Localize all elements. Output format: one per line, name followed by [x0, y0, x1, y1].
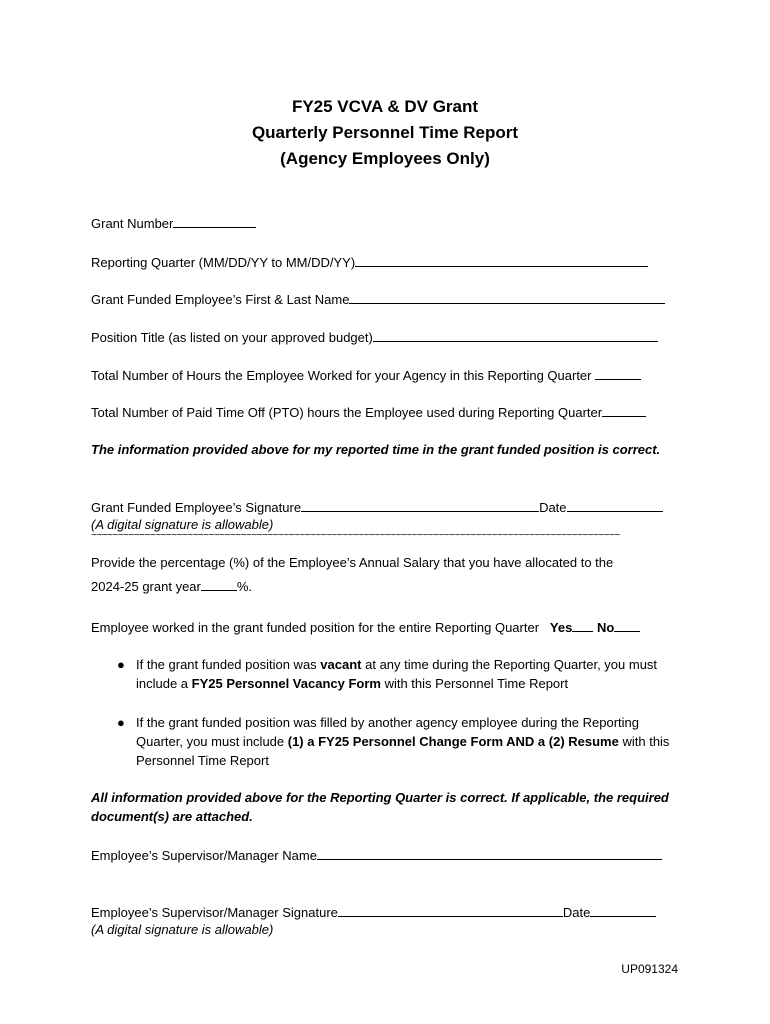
employee-date-label: Date: [539, 500, 567, 515]
reporting-quarter-label: Reporting Quarter (MM/DD/YY to MM/DD/YY): [91, 255, 356, 270]
title-line-1: FY25 VCVA & DV Grant: [291, 97, 479, 116]
employee-signature-row: [91, 499, 663, 516]
bullet-dot-icon: ●: [117, 715, 125, 730]
total-hours-row: [91, 367, 641, 384]
employee-date-field[interactable]: [567, 499, 663, 512]
salary-year-label: 2024-25 grant year: [91, 579, 201, 594]
change-instruction: [136, 713, 681, 770]
change-form-name: (1) a FY25 Personnel Change Form AND a (2) Resume: [287, 734, 619, 749]
employee-signature-field[interactable]: [301, 499, 539, 512]
form-code: UP091324: [621, 962, 678, 976]
title-line-3: (Agency Employees Only): [280, 149, 490, 168]
pto-hours-field[interactable]: [602, 404, 646, 417]
employee-signature-note: (A digital signature is allowable): [91, 517, 274, 532]
vacancy-text-2: at any time during the Reporting Quarter, you must include a: [136, 657, 658, 691]
employee-name-field[interactable]: [349, 291, 665, 304]
supervisor-name-row: [91, 847, 662, 864]
certification-statement-2-line-2: document(s) are attached.: [91, 809, 253, 824]
supervisor-name-field[interactable]: [317, 847, 662, 860]
employee-name-row: [91, 291, 665, 308]
entire-quarter-label: Employee worked in the grant funded position for the entire Reporting Quarter: [91, 620, 540, 635]
salary-percent-field[interactable]: [201, 578, 237, 591]
supervisor-name-label: Employee’s Supervisor/Manager Name: [91, 848, 317, 863]
position-title-field[interactable]: [373, 329, 658, 342]
supervisor-signature-note: (A digital signature is allowable): [91, 922, 274, 937]
section-separator: ~~~~~~~~~~~~~~~~~~~~~~~~~~~~~~~~~~~~~~~~~~~~~~~~~~~~~~~~~~~~~~~~~~~~~~~~~~~~~~~~~~~~~~~~~~~~~~~~~~~: [91, 530, 620, 541]
yes-option-label: Yes: [549, 620, 573, 635]
certification-statement-2-line-1: All information provided above for the Reporting Quarter is correct. If applicable, the required: [91, 790, 669, 805]
bullet-dot-icon: ●: [117, 657, 125, 672]
position-title-label: Position Title (as listed on your approved budget): [91, 330, 373, 345]
vacancy-text-3: with this Personnel Time Report: [380, 676, 569, 691]
document-title: [0, 94, 770, 172]
employee-signature-label: Grant Funded Employee’s Signature: [91, 500, 302, 515]
salary-line-2: [91, 578, 252, 595]
title-line-2: Quarterly Personnel Time Report: [251, 123, 519, 142]
supervisor-signature-row: [91, 904, 656, 921]
grant-number-row: [91, 215, 256, 232]
grant-number-label: Grant Number: [91, 216, 174, 231]
change-text-1: If the grant funded position was filled by another agency employee during the Reporting Quarter, you must include: [136, 715, 639, 749]
vacancy-text-bold-1: vacant: [320, 657, 362, 672]
position-title-row: [91, 329, 658, 346]
supervisor-date-label: Date: [562, 905, 591, 920]
vacancy-instruction: [136, 655, 681, 693]
total-hours-label: Total Number of Hours the Employee Worked for your Agency in this Reporting Quarter: [91, 368, 592, 383]
total-hours-field[interactable]: [595, 367, 641, 380]
vacancy-text-1: If the grant funded position was: [136, 657, 321, 672]
grant-number-field[interactable]: [173, 215, 256, 228]
salary-percent-sign: %.: [236, 579, 253, 594]
reporting-quarter-row: [91, 254, 648, 271]
change-text-2: with this Personnel Time Report: [136, 734, 670, 768]
yes-option-field[interactable]: [572, 619, 593, 632]
pto-hours-label: Total Number of Paid Time Off (PTO) hours the Employee used during Reporting Quarter: [91, 405, 603, 420]
supervisor-date-field[interactable]: [590, 904, 656, 917]
no-option-field[interactable]: [614, 619, 640, 632]
entire-quarter-row: [91, 619, 640, 636]
certification-statement-1: The information provided above for my reported time in the grant funded position is correct.: [91, 442, 661, 457]
salary-line-1: Provide the percentage (%) of the Employee’s Annual Salary that you have allocated to the: [91, 555, 614, 570]
reporting-quarter-field[interactable]: [355, 254, 648, 267]
pto-hours-row: [91, 404, 646, 421]
no-option-label: No: [596, 620, 615, 635]
employee-name-label: Grant Funded Employee’s First & Last Name: [91, 292, 350, 307]
supervisor-signature-label: Employee’s Supervisor/Manager Signature: [91, 905, 338, 920]
supervisor-signature-field[interactable]: [338, 904, 563, 917]
vacancy-form-name: FY25 Personnel Vacancy Form: [191, 676, 381, 691]
